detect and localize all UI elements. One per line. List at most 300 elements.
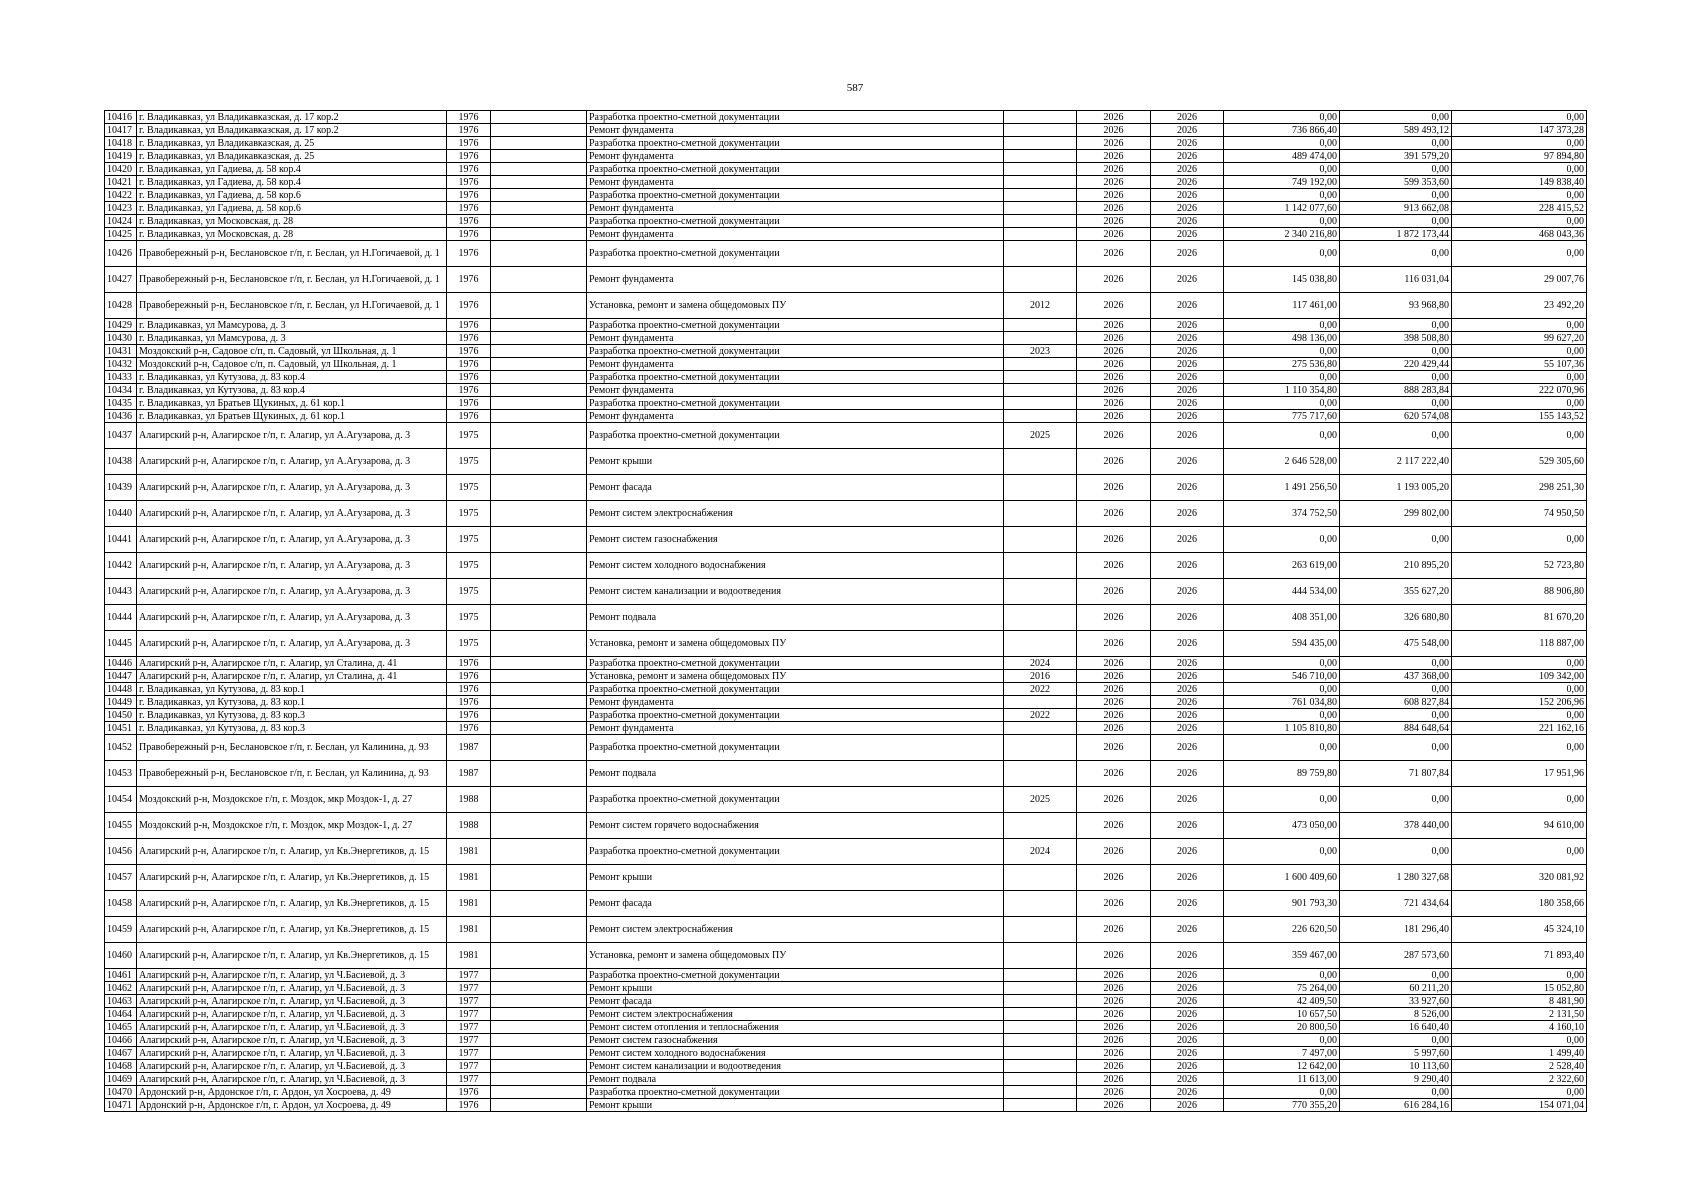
blank-column-cell bbox=[491, 1021, 587, 1034]
row-number-cell: 10421 bbox=[105, 176, 137, 189]
fund-share-cell: 0,00 bbox=[1340, 735, 1452, 761]
row-number-cell: 10424 bbox=[105, 215, 137, 228]
start-year-cell: 2026 bbox=[1077, 761, 1151, 787]
owner-share-cell: 0,00 bbox=[1452, 371, 1587, 384]
address-cell: Алагирский р-н, Алагирское г/п, г. Алагир, ул Ч.Басиевой, д. 3 bbox=[137, 1073, 447, 1086]
table-row bbox=[105, 150, 1587, 163]
address-cell: Алагирский р-н, Алагирское г/п, г. Алагир, ул Кв.Энергетиков, д. 15 bbox=[137, 865, 447, 891]
address-cell: Правобережный р-н, Беслановское г/п, г. Беслан, ул Н.Гогичаевой, д. 1 bbox=[137, 241, 447, 267]
previous-repair-year-cell bbox=[1004, 1047, 1077, 1060]
end-year-cell: 2026 bbox=[1151, 1034, 1224, 1047]
end-year-cell: 2026 bbox=[1151, 605, 1224, 631]
owner-share-cell: 45 324,10 bbox=[1452, 917, 1587, 943]
fund-share-cell: 1 193 005,20 bbox=[1340, 475, 1452, 501]
year-built-cell: 1977 bbox=[447, 1034, 491, 1047]
blank-column-cell bbox=[491, 995, 587, 1008]
total-cost-cell: 594 435,00 bbox=[1224, 631, 1340, 657]
table-row bbox=[105, 410, 1587, 423]
work-type-cell: Разработка проектно-сметной документации bbox=[587, 215, 1004, 228]
year-built-cell: 1976 bbox=[447, 1086, 491, 1099]
previous-repair-year-cell bbox=[1004, 527, 1077, 553]
start-year-cell: 2026 bbox=[1077, 553, 1151, 579]
total-cost-cell: 0,00 bbox=[1224, 137, 1340, 150]
start-year-cell: 2026 bbox=[1077, 982, 1151, 995]
end-year-cell: 2026 bbox=[1151, 358, 1224, 371]
start-year-cell: 2026 bbox=[1077, 865, 1151, 891]
fund-share-cell: 398 508,80 bbox=[1340, 332, 1452, 345]
fund-share-cell: 299 802,00 bbox=[1340, 501, 1452, 527]
start-year-cell: 2026 bbox=[1077, 371, 1151, 384]
blank-column-cell bbox=[491, 787, 587, 813]
end-year-cell: 2026 bbox=[1151, 995, 1224, 1008]
fund-share-cell: 0,00 bbox=[1340, 527, 1452, 553]
row-number-cell: 10439 bbox=[105, 475, 137, 501]
work-type-cell: Ремонт фасада bbox=[587, 475, 1004, 501]
end-year-cell: 2026 bbox=[1151, 1047, 1224, 1060]
blank-column-cell bbox=[491, 410, 587, 423]
start-year-cell: 2026 bbox=[1077, 1060, 1151, 1073]
year-built-cell: 1981 bbox=[447, 839, 491, 865]
address-cell: Алагирский р-н, Алагирское г/п, г. Алагир, ул Ч.Басиевой, д. 3 bbox=[137, 1008, 447, 1021]
fund-share-cell: 616 284,16 bbox=[1340, 1099, 1452, 1112]
end-year-cell: 2026 bbox=[1151, 917, 1224, 943]
previous-repair-year-cell bbox=[1004, 1073, 1077, 1086]
work-type-cell: Разработка проектно-сметной документации bbox=[587, 111, 1004, 124]
owner-share-cell: 0,00 bbox=[1452, 527, 1587, 553]
work-type-cell: Установка, ремонт и замена общедомовых ПУ bbox=[587, 670, 1004, 683]
blank-column-cell bbox=[491, 1008, 587, 1021]
address-cell: г. Владикавказ, ул Гадиева, д. 58 кор.6 bbox=[137, 189, 447, 202]
total-cost-cell: 0,00 bbox=[1224, 397, 1340, 410]
row-number-cell: 10427 bbox=[105, 267, 137, 293]
work-type-cell: Разработка проектно-сметной документации bbox=[587, 163, 1004, 176]
year-built-cell: 1976 bbox=[447, 371, 491, 384]
previous-repair-year-cell bbox=[1004, 735, 1077, 761]
fund-share-cell: 0,00 bbox=[1340, 189, 1452, 202]
end-year-cell: 2026 bbox=[1151, 475, 1224, 501]
work-type-cell: Разработка проектно-сметной документации bbox=[587, 839, 1004, 865]
blank-column-cell bbox=[491, 293, 587, 319]
fund-share-cell: 721 434,64 bbox=[1340, 891, 1452, 917]
total-cost-cell: 444 534,00 bbox=[1224, 579, 1340, 605]
start-year-cell: 2026 bbox=[1077, 215, 1151, 228]
work-type-cell: Разработка проектно-сметной документации bbox=[587, 657, 1004, 670]
blank-column-cell bbox=[491, 982, 587, 995]
table-row bbox=[105, 423, 1587, 449]
previous-repair-year-cell bbox=[1004, 358, 1077, 371]
owner-share-cell: 0,00 bbox=[1452, 1086, 1587, 1099]
row-number-cell: 10435 bbox=[105, 397, 137, 410]
year-built-cell: 1976 bbox=[447, 670, 491, 683]
total-cost-cell: 0,00 bbox=[1224, 683, 1340, 696]
table-row bbox=[105, 293, 1587, 319]
end-year-cell: 2026 bbox=[1151, 176, 1224, 189]
owner-share-cell: 0,00 bbox=[1452, 709, 1587, 722]
fund-share-cell: 0,00 bbox=[1340, 1034, 1452, 1047]
table-body bbox=[105, 111, 1587, 1112]
end-year-cell: 2026 bbox=[1151, 813, 1224, 839]
total-cost-cell: 2 646 528,00 bbox=[1224, 449, 1340, 475]
table-row bbox=[105, 943, 1587, 969]
fund-share-cell: 913 662,08 bbox=[1340, 202, 1452, 215]
fund-share-cell: 599 353,60 bbox=[1340, 176, 1452, 189]
end-year-cell: 2026 bbox=[1151, 1021, 1224, 1034]
row-number-cell: 10426 bbox=[105, 241, 137, 267]
address-cell: г. Владикавказ, ул Кутузова, д. 83 кор.1 bbox=[137, 696, 447, 709]
work-type-cell: Ремонт систем газоснабжения bbox=[587, 1034, 1004, 1047]
row-number-cell: 10461 bbox=[105, 969, 137, 982]
previous-repair-year-cell: 2016 bbox=[1004, 670, 1077, 683]
row-number-cell: 10440 bbox=[105, 501, 137, 527]
previous-repair-year-cell bbox=[1004, 228, 1077, 241]
total-cost-cell: 1 110 354,80 bbox=[1224, 384, 1340, 397]
year-built-cell: 1976 bbox=[447, 397, 491, 410]
fund-share-cell: 60 211,20 bbox=[1340, 982, 1452, 995]
total-cost-cell: 0,00 bbox=[1224, 241, 1340, 267]
previous-repair-year-cell bbox=[1004, 813, 1077, 839]
blank-column-cell bbox=[491, 1060, 587, 1073]
start-year-cell: 2026 bbox=[1077, 787, 1151, 813]
blank-column-cell bbox=[491, 189, 587, 202]
start-year-cell: 2026 bbox=[1077, 631, 1151, 657]
previous-repair-year-cell bbox=[1004, 891, 1077, 917]
previous-repair-year-cell bbox=[1004, 722, 1077, 735]
start-year-cell: 2026 bbox=[1077, 670, 1151, 683]
address-cell: Алагирский р-н, Алагирское г/п, г. Алагир, ул А.Агузарова, д. 3 bbox=[137, 579, 447, 605]
owner-share-cell: 468 043,36 bbox=[1452, 228, 1587, 241]
start-year-cell: 2026 bbox=[1077, 202, 1151, 215]
work-type-cell: Разработка проектно-сметной документации bbox=[587, 189, 1004, 202]
owner-share-cell: 0,00 bbox=[1452, 969, 1587, 982]
owner-share-cell: 29 007,76 bbox=[1452, 267, 1587, 293]
total-cost-cell: 2 340 216,80 bbox=[1224, 228, 1340, 241]
blank-column-cell bbox=[491, 215, 587, 228]
table-row bbox=[105, 241, 1587, 267]
address-cell: Алагирский р-н, Алагирское г/п, г. Алагир, ул Кв.Энергетиков, д. 15 bbox=[137, 917, 447, 943]
end-year-cell: 2026 bbox=[1151, 1086, 1224, 1099]
total-cost-cell: 0,00 bbox=[1224, 345, 1340, 358]
total-cost-cell: 0,00 bbox=[1224, 189, 1340, 202]
previous-repair-year-cell bbox=[1004, 384, 1077, 397]
previous-repair-year-cell: 2023 bbox=[1004, 345, 1077, 358]
work-type-cell: Ремонт подвала bbox=[587, 761, 1004, 787]
previous-repair-year-cell bbox=[1004, 1021, 1077, 1034]
end-year-cell: 2026 bbox=[1151, 241, 1224, 267]
table-row bbox=[105, 501, 1587, 527]
owner-share-cell: 0,00 bbox=[1452, 345, 1587, 358]
address-cell: г. Владикавказ, ул Кутузова, д. 83 кор.3 bbox=[137, 709, 447, 722]
end-year-cell: 2026 bbox=[1151, 111, 1224, 124]
previous-repair-year-cell bbox=[1004, 241, 1077, 267]
address-cell: г. Владикавказ, ул Владикавказская, д. 17 кор.2 bbox=[137, 124, 447, 137]
blank-column-cell bbox=[491, 332, 587, 345]
fund-share-cell: 116 031,04 bbox=[1340, 267, 1452, 293]
row-number-cell: 10423 bbox=[105, 202, 137, 215]
fund-share-cell: 0,00 bbox=[1340, 397, 1452, 410]
address-cell: г. Владикавказ, ул Братьев Щукиных, д. 61 кор.1 bbox=[137, 397, 447, 410]
work-type-cell: Ремонт фундамента bbox=[587, 124, 1004, 137]
row-number-cell: 10446 bbox=[105, 657, 137, 670]
previous-repair-year-cell bbox=[1004, 189, 1077, 202]
previous-repair-year-cell bbox=[1004, 761, 1077, 787]
address-cell: Алагирский р-н, Алагирское г/п, г. Алагир, ул Ч.Басиевой, д. 3 bbox=[137, 982, 447, 995]
address-cell: г. Владикавказ, ул Гадиева, д. 58 кор.4 bbox=[137, 176, 447, 189]
start-year-cell: 2026 bbox=[1077, 163, 1151, 176]
end-year-cell: 2026 bbox=[1151, 449, 1224, 475]
work-type-cell: Установка, ремонт и замена общедомовых ПУ bbox=[587, 943, 1004, 969]
table-row bbox=[105, 137, 1587, 150]
row-number-cell: 10436 bbox=[105, 410, 137, 423]
table-row bbox=[105, 1047, 1587, 1060]
work-type-cell: Ремонт систем канализации и водоотведения bbox=[587, 579, 1004, 605]
work-type-cell: Ремонт фундамента bbox=[587, 722, 1004, 735]
total-cost-cell: 473 050,00 bbox=[1224, 813, 1340, 839]
fund-share-cell: 0,00 bbox=[1340, 683, 1452, 696]
blank-column-cell bbox=[491, 1047, 587, 1060]
previous-repair-year-cell bbox=[1004, 215, 1077, 228]
total-cost-cell: 498 136,00 bbox=[1224, 332, 1340, 345]
previous-repair-year-cell: 2022 bbox=[1004, 683, 1077, 696]
start-year-cell: 2026 bbox=[1077, 501, 1151, 527]
row-number-cell: 10469 bbox=[105, 1073, 137, 1086]
previous-repair-year-cell: 2024 bbox=[1004, 657, 1077, 670]
blank-column-cell bbox=[491, 345, 587, 358]
blank-column-cell bbox=[491, 579, 587, 605]
start-year-cell: 2026 bbox=[1077, 345, 1151, 358]
table-row bbox=[105, 358, 1587, 371]
end-year-cell: 2026 bbox=[1151, 1060, 1224, 1073]
address-cell: Алагирский р-н, Алагирское г/п, г. Алагир, ул Ч.Басиевой, д. 3 bbox=[137, 1060, 447, 1073]
row-number-cell: 10422 bbox=[105, 189, 137, 202]
owner-share-cell: 17 951,96 bbox=[1452, 761, 1587, 787]
blank-column-cell bbox=[491, 631, 587, 657]
blank-column-cell bbox=[491, 943, 587, 969]
year-built-cell: 1976 bbox=[447, 150, 491, 163]
blank-column-cell bbox=[491, 358, 587, 371]
owner-share-cell: 99 627,20 bbox=[1452, 332, 1587, 345]
total-cost-cell: 1 491 256,50 bbox=[1224, 475, 1340, 501]
total-cost-cell: 761 034,80 bbox=[1224, 696, 1340, 709]
table-row bbox=[105, 124, 1587, 137]
start-year-cell: 2026 bbox=[1077, 969, 1151, 982]
year-built-cell: 1976 bbox=[447, 202, 491, 215]
owner-share-cell: 0,00 bbox=[1452, 137, 1587, 150]
table-row bbox=[105, 111, 1587, 124]
total-cost-cell: 7 497,00 bbox=[1224, 1047, 1340, 1060]
row-number-cell: 10429 bbox=[105, 319, 137, 332]
row-number-cell: 10452 bbox=[105, 735, 137, 761]
work-type-cell: Разработка проектно-сметной документации bbox=[587, 709, 1004, 722]
blank-column-cell bbox=[491, 267, 587, 293]
total-cost-cell: 0,00 bbox=[1224, 1034, 1340, 1047]
fund-share-cell: 93 968,80 bbox=[1340, 293, 1452, 319]
year-built-cell: 1987 bbox=[447, 735, 491, 761]
row-number-cell: 10419 bbox=[105, 150, 137, 163]
address-cell: г. Владикавказ, ул Гадиева, д. 58 кор.4 bbox=[137, 163, 447, 176]
blank-column-cell bbox=[491, 241, 587, 267]
blank-column-cell bbox=[491, 111, 587, 124]
year-built-cell: 1981 bbox=[447, 943, 491, 969]
address-cell: Ардонский р-н, Ардонское г/п, г. Ардон, ул Хосроева, д. 49 bbox=[137, 1099, 447, 1112]
total-cost-cell: 0,00 bbox=[1224, 709, 1340, 722]
work-type-cell: Ремонт крыши bbox=[587, 1099, 1004, 1112]
owner-share-cell: 0,00 bbox=[1452, 241, 1587, 267]
blank-column-cell bbox=[491, 423, 587, 449]
table-row bbox=[105, 969, 1587, 982]
fund-share-cell: 620 574,08 bbox=[1340, 410, 1452, 423]
year-built-cell: 1976 bbox=[447, 137, 491, 150]
table-row bbox=[105, 761, 1587, 787]
work-type-cell: Ремонт систем электроснабжения bbox=[587, 501, 1004, 527]
blank-column-cell bbox=[491, 163, 587, 176]
address-cell: Правобережный р-н, Беслановское г/п, г. Беслан, ул Н.Гогичаевой, д. 1 bbox=[137, 293, 447, 319]
end-year-cell: 2026 bbox=[1151, 722, 1224, 735]
address-cell: Алагирский р-н, Алагирское г/п, г. Алагир, ул Ч.Басиевой, д. 3 bbox=[137, 1034, 447, 1047]
row-number-cell: 10462 bbox=[105, 982, 137, 995]
work-type-cell: Установка, ремонт и замена общедомовых ПУ bbox=[587, 293, 1004, 319]
total-cost-cell: 263 619,00 bbox=[1224, 553, 1340, 579]
table-row bbox=[105, 891, 1587, 917]
blank-column-cell bbox=[491, 202, 587, 215]
year-built-cell: 1976 bbox=[447, 124, 491, 137]
work-type-cell: Ремонт фундамента bbox=[587, 228, 1004, 241]
total-cost-cell: 0,00 bbox=[1224, 371, 1340, 384]
blank-column-cell bbox=[491, 761, 587, 787]
table-row bbox=[105, 1008, 1587, 1021]
blank-column-cell bbox=[491, 150, 587, 163]
blank-column-cell bbox=[491, 683, 587, 696]
fund-share-cell: 888 283,84 bbox=[1340, 384, 1452, 397]
address-cell: Алагирский р-н, Алагирское г/п, г. Алагир, ул А.Агузарова, д. 3 bbox=[137, 605, 447, 631]
end-year-cell: 2026 bbox=[1151, 1008, 1224, 1021]
blank-column-cell bbox=[491, 449, 587, 475]
row-number-cell: 10466 bbox=[105, 1034, 137, 1047]
owner-share-cell: 52 723,80 bbox=[1452, 553, 1587, 579]
row-number-cell: 10448 bbox=[105, 683, 137, 696]
work-type-cell: Разработка проектно-сметной документации bbox=[587, 969, 1004, 982]
total-cost-cell: 0,00 bbox=[1224, 735, 1340, 761]
end-year-cell: 2026 bbox=[1151, 839, 1224, 865]
work-type-cell: Ремонт систем холодного водоснабжения bbox=[587, 1047, 1004, 1060]
previous-repair-year-cell bbox=[1004, 605, 1077, 631]
fund-share-cell: 378 440,00 bbox=[1340, 813, 1452, 839]
previous-repair-year-cell bbox=[1004, 969, 1077, 982]
row-number-cell: 10467 bbox=[105, 1047, 137, 1060]
row-number-cell: 10434 bbox=[105, 384, 137, 397]
previous-repair-year-cell bbox=[1004, 1034, 1077, 1047]
start-year-cell: 2026 bbox=[1077, 449, 1151, 475]
address-cell: Правобережный р-н, Беслановское г/п, г. Беслан, ул Н.Гогичаевой, д. 1 bbox=[137, 267, 447, 293]
work-type-cell: Разработка проектно-сметной документации bbox=[587, 1086, 1004, 1099]
work-type-cell: Разработка проектно-сметной документации bbox=[587, 345, 1004, 358]
work-type-cell: Ремонт фундамента bbox=[587, 384, 1004, 397]
start-year-cell: 2026 bbox=[1077, 332, 1151, 345]
year-built-cell: 1976 bbox=[447, 293, 491, 319]
table-row bbox=[105, 1099, 1587, 1112]
start-year-cell: 2026 bbox=[1077, 683, 1151, 696]
table-row bbox=[105, 553, 1587, 579]
address-cell: Алагирский р-н, Алагирское г/п, г. Алагир, ул Сталина, д. 41 bbox=[137, 657, 447, 670]
previous-repair-year-cell bbox=[1004, 1008, 1077, 1021]
total-cost-cell: 145 038,80 bbox=[1224, 267, 1340, 293]
owner-share-cell: 23 492,20 bbox=[1452, 293, 1587, 319]
end-year-cell: 2026 bbox=[1151, 696, 1224, 709]
previous-repair-year-cell bbox=[1004, 163, 1077, 176]
table-row bbox=[105, 397, 1587, 410]
year-built-cell: 1976 bbox=[447, 709, 491, 722]
work-type-cell: Ремонт подвала bbox=[587, 605, 1004, 631]
end-year-cell: 2026 bbox=[1151, 501, 1224, 527]
row-number-cell: 10432 bbox=[105, 358, 137, 371]
owner-share-cell: 0,00 bbox=[1452, 111, 1587, 124]
end-year-cell: 2026 bbox=[1151, 670, 1224, 683]
row-number-cell: 10456 bbox=[105, 839, 137, 865]
end-year-cell: 2026 bbox=[1151, 267, 1224, 293]
total-cost-cell: 0,00 bbox=[1224, 319, 1340, 332]
start-year-cell: 2026 bbox=[1077, 176, 1151, 189]
total-cost-cell: 408 351,00 bbox=[1224, 605, 1340, 631]
total-cost-cell: 0,00 bbox=[1224, 215, 1340, 228]
end-year-cell: 2026 bbox=[1151, 683, 1224, 696]
owner-share-cell: 88 906,80 bbox=[1452, 579, 1587, 605]
work-type-cell: Ремонт фасада bbox=[587, 891, 1004, 917]
start-year-cell: 2026 bbox=[1077, 241, 1151, 267]
year-built-cell: 1977 bbox=[447, 1008, 491, 1021]
start-year-cell: 2026 bbox=[1077, 137, 1151, 150]
table-row bbox=[105, 371, 1587, 384]
owner-share-cell: 2 528,40 bbox=[1452, 1060, 1587, 1073]
page-number: 587 bbox=[846, 82, 864, 94]
end-year-cell: 2026 bbox=[1151, 579, 1224, 605]
total-cost-cell: 0,00 bbox=[1224, 969, 1340, 982]
end-year-cell: 2026 bbox=[1151, 761, 1224, 787]
row-number-cell: 10445 bbox=[105, 631, 137, 657]
blank-column-cell bbox=[491, 475, 587, 501]
end-year-cell: 2026 bbox=[1151, 189, 1224, 202]
owner-share-cell: 97 894,80 bbox=[1452, 150, 1587, 163]
work-type-cell: Разработка проектно-сметной документации bbox=[587, 397, 1004, 410]
address-cell: Правобережный р-н, Беслановское г/п, г. Беслан, ул Калинина, д. 93 bbox=[137, 735, 447, 761]
end-year-cell: 2026 bbox=[1151, 345, 1224, 358]
fund-share-cell: 355 627,20 bbox=[1340, 579, 1452, 605]
end-year-cell: 2026 bbox=[1151, 215, 1224, 228]
previous-repair-year-cell bbox=[1004, 202, 1077, 215]
table-row bbox=[105, 163, 1587, 176]
table-row bbox=[105, 709, 1587, 722]
year-built-cell: 1975 bbox=[447, 631, 491, 657]
table-row bbox=[105, 345, 1587, 358]
previous-repair-year-cell: 2024 bbox=[1004, 839, 1077, 865]
table-row bbox=[105, 1060, 1587, 1073]
row-number-cell: 10470 bbox=[105, 1086, 137, 1099]
row-number-cell: 10459 bbox=[105, 917, 137, 943]
blank-column-cell bbox=[491, 813, 587, 839]
row-number-cell: 10451 bbox=[105, 722, 137, 735]
start-year-cell: 2026 bbox=[1077, 1034, 1151, 1047]
owner-share-cell: 0,00 bbox=[1452, 657, 1587, 670]
total-cost-cell: 89 759,80 bbox=[1224, 761, 1340, 787]
previous-repair-year-cell bbox=[1004, 579, 1077, 605]
year-built-cell: 1981 bbox=[447, 891, 491, 917]
row-number-cell: 10417 bbox=[105, 124, 137, 137]
fund-share-cell: 0,00 bbox=[1340, 163, 1452, 176]
previous-repair-year-cell bbox=[1004, 553, 1077, 579]
start-year-cell: 2026 bbox=[1077, 397, 1151, 410]
fund-share-cell: 0,00 bbox=[1340, 657, 1452, 670]
fund-share-cell: 9 290,40 bbox=[1340, 1073, 1452, 1086]
previous-repair-year-cell bbox=[1004, 397, 1077, 410]
start-year-cell: 2026 bbox=[1077, 709, 1151, 722]
